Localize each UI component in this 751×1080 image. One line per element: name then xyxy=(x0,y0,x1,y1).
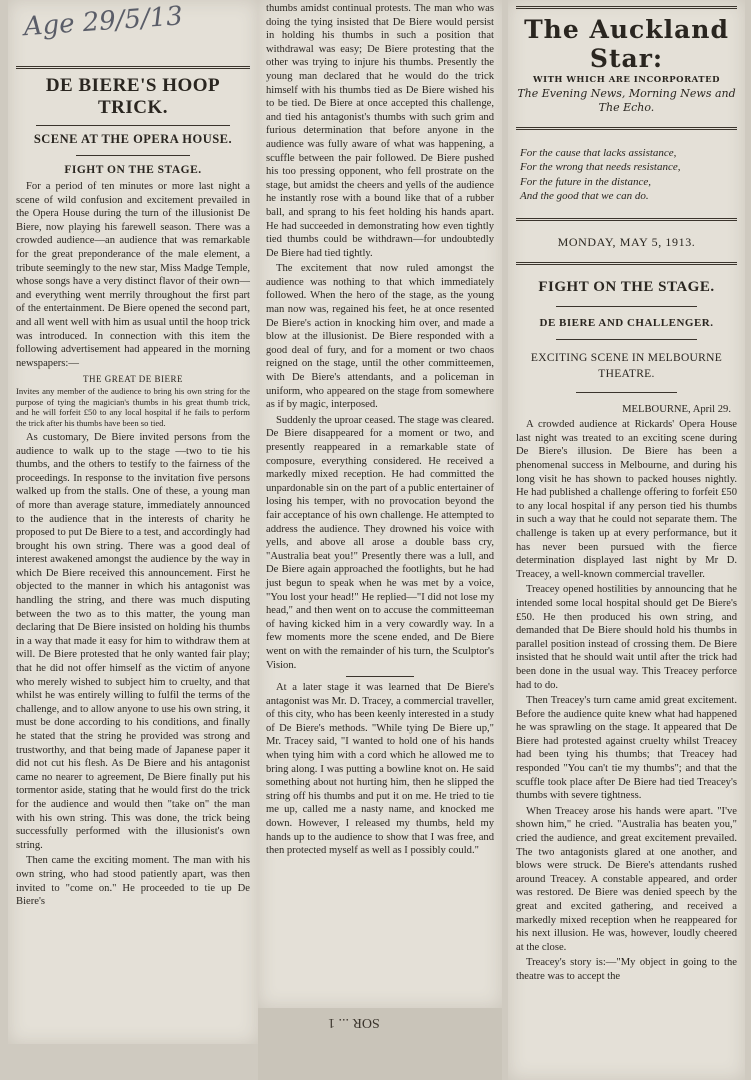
paragraph: When Treacey arose his hands were apart. "I've shown him," he cried. "Australia has beaten you," cried the audience, and great excitement prevailed. The two antagonists glared at one another, and blows were struck. De Biere's attendants rushed around Treacey. A constable appeared, and order was restored. De Biere was denied speech by the great and excited gathering, and received a markedly mixed reception when he reappeared for his next illusion. He was, however, loudly cheered at the close. xyxy=(516,805,737,953)
motto-line: For the cause that lacks assistance, xyxy=(520,147,677,159)
paragraph: Treacey's story is:—"My object in going to the theatre was to accept the xyxy=(516,957,737,982)
issue-date: MONDAY, MAY 5, 1913. xyxy=(557,234,696,249)
motto-line: And the good that we can do. xyxy=(520,190,649,203)
paragraph: At a later stage it was learned that De Biere's antagonist was Mr. D. Tracey, a commercial traveller, of this city, who has been keenly interested in a study of De Biere's methods. "While tying De Biere up," Mr. Tracey said, "I wanted to hold one of his hands when tying him with a cord which he allowed me to bring along. I was putting a bowline knot on. He said something about not hurting him, then he slipped the string off his thumbs and put it on me. He tried to tie me up, called me a nasty name, and knocked me down. However, I released my thumbs, held my hands up to the audience to show that I was free, and then protected myself as well as I possibly could." xyxy=(266,682,494,857)
divider xyxy=(516,6,737,9)
advertisement-title: THE GREAT DE BIERE xyxy=(82,374,184,385)
paragraph: Then Treacey's turn came amid great excitement. Before the audience quite knew what had happened he was sprawling on the stage. It appeared that De Biere had protested against cruelty whilst Treacey had been tying his thumbs; that Treacey had responded "You can't tie my thumbs"; and that the scuffle took place after De Biere had tied Treacey's thumbs with severe tightness. xyxy=(516,695,737,802)
paragraph: Then came the exciting moment. The man with his own string, who had stood patiently apart, was then invited to "come on." He proceeded to tie up De Biere's xyxy=(16,855,250,908)
divider xyxy=(556,339,697,340)
article-subtitle: SCENE AT THE OPERA HOUSE. xyxy=(33,132,233,146)
inverted-fragment-text: SOR ... 1 xyxy=(328,1015,380,1030)
paragraph: Treacey opened hostilities by announcing that he intended some local hospital should get De Biere's £50. He then produced his own string, and demanded that De Biere should hold his thumbs in parallel position instead of crossing them. De Biere insisted that he should wait until after the trick had been done in the usual way. This Treacey perforce had to do. xyxy=(516,584,737,691)
divider xyxy=(16,66,250,69)
divider xyxy=(516,262,737,265)
divider xyxy=(516,218,737,221)
divider xyxy=(346,676,414,677)
article-headline: FIGHT ON THE STAGE. xyxy=(538,278,715,295)
divider xyxy=(516,127,737,130)
article-subhead: DE BIERE AND CHALLENGER. xyxy=(539,316,714,329)
motto-line: For the future in the distance, xyxy=(520,175,651,188)
divider xyxy=(76,155,190,156)
paragraph: Suddenly the uproar ceased. The stage was cleared. De Biere disappeared for a moment or two, and presently reappeared in a remarkable state of composure, everything considered. He received a markedly mixed reception. He had committed the unpardonable sin on the part of a public entertainer of losing his temper, with no provocation beyond the fair acceptance of his own challenge. He attempted to address the audience. They drowned his voice with yells, and above all arose a double bass cry, "Australia beat you!" Presently there was a lull, and De Biere again approached the footlights, but he had just begun to speak when he was met by a voice, "You lost your head!" He replied—"I did not lose my head," and then went on to accuse the committeeman of having kicked him in a very cowardly way. In a few moments more the scene ended, and De Biere went on with the remainder of his turn, the Sculptor's Vision. xyxy=(266,414,494,671)
article-subhead: FIGHT ON THE STAGE. xyxy=(64,164,202,176)
clipping-backing xyxy=(258,1008,502,1080)
paragraph: A crowded audience at Rickards' Opera House last night was treated to an exciting scene during De Biere's illusion. De Biere has been a phenomenal success in Melbourne, and during his long visit he has shown to packed houses nightly. He had published a challenge offering to forfeit £50 to any local hospital if any person tied his thumbs in such a way that he could not separate them. The challenge is taken up at every performance, but it has never been pursued with the fierce determination displayed last night by Mr D. Treacey, a well-known commercial traveller. xyxy=(516,419,737,580)
paragraph: For a period of ten minutes or more last night a scene of wild confusion and excitement prevailed in the Opera House during the turn of the illusionist De Biere, now playing his farewell season. There was a crowded audience—an audience that was remarkable for the great preponderance of the male element, a tribute seemingly to the new star, Miss Madge Temple, whose songs have a very distinct flavor of their own—and everything went merrily throughout the first part of the entertainment. De Biere opened the second part, and all went well with him as usual until the hoop trick was introduced. In connection with this item the following advertisement had appeared in the morning newspapers:— xyxy=(16,181,250,369)
paragraph: thumbs amidst continual protests. The man who was doing the tying insisted that De Biere would persist in holding his thumbs in such a position that withdrawal was easy; De Biere protesting that the other was trying to injure his thumbs. Presently the young man declared that he would do the trick himself with his thumbs tied as De Biere wished his to be tied. De Biere at once accepted this challenge, and tied his antagonist's thumbs with such grim and furious determination that before anyone in the audience was fully aware of what was happening, a scuffle between the pair followed. De Biere pushed his too pressing opponent, who fell prostrate on the stage, but amidst the cheers and yells of the audience he instantly rose with a bound like that of a rubber ball, and sprang to his feet holding his hands apart. He had succeeded in demonstrating how even tightly tied thumbs could be withdrawn—for undoubtedly De Biere had tied tightly. xyxy=(266,3,494,259)
handwritten-date-note: Age 29/5/13 xyxy=(22,1,184,43)
dateline: MELBOURNE, April 29. xyxy=(622,403,731,415)
middle-clipping xyxy=(258,0,502,1008)
paragraph: The excitement that now ruled amongst the audience was nothing to that which immediately followed. When the hero of the stage, as the young man now was, regained his feet, he at once resented De Biere's action in knocking him over, and made a blow at the illusionist. De Biere responded with a good deal of fury, and for a moment or two chaos reigned on the stage, until the other committeemen, with De Biere's attendants, and a policeman in uniform, who appeared on the stage from somewhere as if by magic, interposed. xyxy=(266,263,494,411)
divider xyxy=(36,125,230,126)
article-title: DE BIERE'S HOOP TRICK. xyxy=(45,75,221,118)
left-clipping xyxy=(8,0,258,1044)
middle-article xyxy=(266,2,494,860)
newspaper-motto xyxy=(520,146,737,204)
article-subhead: EXCITING SCENE IN MELBOURNE THEATRE. xyxy=(530,351,723,380)
divider xyxy=(576,392,677,393)
right-clipping xyxy=(508,0,745,1080)
right-article xyxy=(516,6,737,986)
incorporated-label: WITH WHICH ARE INCORPORATED xyxy=(533,75,720,85)
paragraph: As customary, De Biere invited persons from the audience to walk up to the stage —two to tie his thumbs, and the others to testify to the fairness of the proceedings. In response to the invitation five persons walked up from the stalls. One of these, a young man of more than average stature, immediately announced to the audience that in the interests of charity he proposed to put De Biere to a test, and accordingly had brought his own string. There was a good deal of interest awakened amongst the audience by the way in which De Biere received this announcement. First he objected to the manner in which his antagonist was handling the string, and there was much disputing between the two as to this matter, the young man declaring that De Biere insisted on holding his thumbs in a way that made it easy for him to withdraw them at will. De Biere protested that he only wanted fair play; that he did not offer himself as the victim of anyone who merely wished to subject him to cruelty, and that whilst he was entirely willing to fulfil the terms of the challenge, and to allow anyone to use his own string, it must be done according to his conditions, and finally he stated that the string he provided was strong and trustworthy, and that being made of Japanese paper it did not cut his flesh. As De Biere and his antagonist came no nearer to agreement, De Biere finally put his tormentor aside, stating that he would first do the trick for the audience and would then "take on" the man with his own string. This was done, the trick being successfully performed with the illusionist's own string. xyxy=(16,431,250,851)
left-article xyxy=(16,60,250,911)
newspaper-masthead: The Auckland Star: xyxy=(524,15,729,73)
advertisement-text: Invites any member of the audience to bring his own string for the purpose of tying the magician's thumbs in his great thumb trick, and he will forfeit £50 to any local hospital if he fails to perform the trick after his thumbs have been so tied. xyxy=(16,386,250,428)
divider xyxy=(556,306,697,307)
incorporated-papers: The Evening News, Morning News and The Echo. xyxy=(517,87,736,114)
motto-line: For the wrong that needs resistance, xyxy=(520,161,681,174)
